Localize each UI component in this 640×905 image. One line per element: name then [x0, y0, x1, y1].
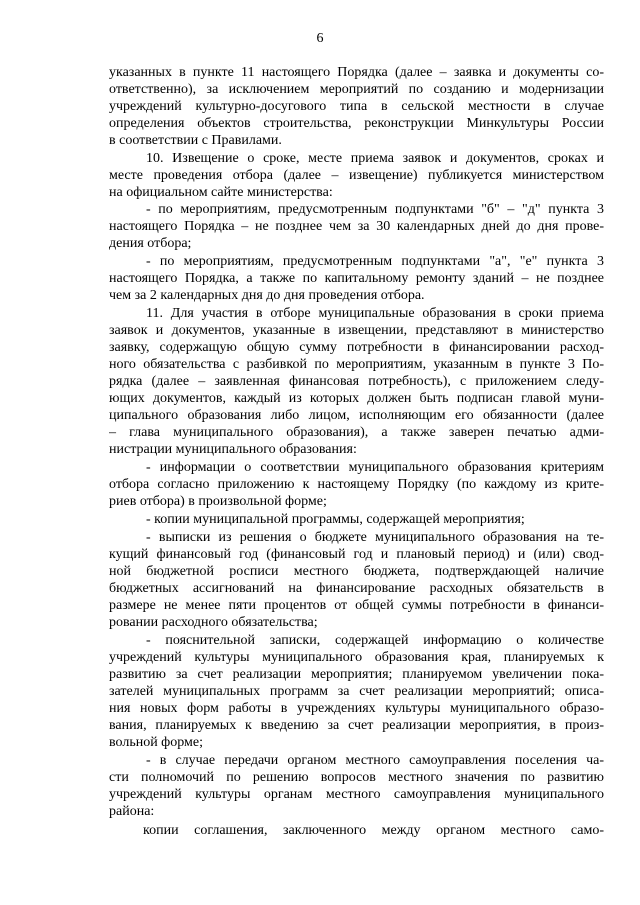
- text-line: указанных в пункте 11 настоящего Порядка (далее – заявка и документы со-: [109, 65, 604, 80]
- text-line: зателей муниципальных программ за счет реализации мероприятий; описа-: [109, 684, 604, 699]
- text-line: учреждений культурно-досугового типа в сельской местности в случае: [109, 99, 604, 114]
- text-line: на официальном сайте министерства:: [109, 185, 333, 200]
- page-number: 6: [316, 31, 324, 46]
- text-line: настоящего Порядка, а также по капитальному ремонту зданий – не позднее: [109, 271, 604, 286]
- text-line: сти полномочий по решению вопросов местного значения по развитию: [109, 770, 604, 785]
- text-line: вания, планируемых к введению за счет реализации мероприятия, в произ-: [109, 718, 604, 733]
- text-line: заявку, содержащую общую сумму потребности в финансировании расход-: [109, 340, 604, 355]
- text-line: нистрации муниципального образования:: [109, 442, 357, 457]
- text-line: ровании расходного обязательства;: [109, 615, 318, 630]
- text-line: - пояснительной записки, содержащей информацию о количестве: [146, 633, 604, 648]
- text-line: риев отбора) в произвольной форме;: [109, 494, 327, 509]
- text-line: развитию за счет реализации мероприятия; планируемом увеличении пока-: [109, 667, 604, 682]
- text-line: рядка (далее – заявленная финансовая потребность), с приложением следу-: [109, 374, 604, 389]
- text-line: копии соглашения, заключенного между органом местного само-: [143, 823, 604, 838]
- text-line: отбора согласно приложению к настоящему Порядку (по каждому из крите-: [109, 477, 604, 492]
- text-line: дения отбора;: [109, 236, 192, 251]
- text-line: учреждений культуры муниципального образования края, планируемых к: [109, 650, 604, 665]
- text-line: 11. Для участия в отборе муниципальные образования в сроки приема: [146, 306, 604, 321]
- text-line: - по мероприятиям, предусмотренным подпунктами "б" – "д" пункта 3: [146, 202, 604, 217]
- text-line: ной бюджетной росписи местного бюджета, подтверждающей наличие: [109, 564, 604, 579]
- text-line: месте проведения отбора (далее – извещение) публикуется министерством: [109, 168, 604, 183]
- text-line: кущий финансовый год (финансовый год и плановый период) и (или) свод-: [109, 547, 604, 562]
- text-line: заявок и документов, указанные в извещении, представляют в министерство: [109, 323, 604, 338]
- text-line: ного обязательства с разбивкой по мероприятиям, указанным в пункте 3 По-: [109, 357, 604, 372]
- text-line: - по мероприятиям, предусмотренным подпунктами "а", "е" пункта 3: [146, 254, 604, 269]
- text-line: учреждений культуры органам местного самоуправления муниципального: [109, 787, 604, 802]
- text-line: – глава муниципального образования), а также заверен печатью адми-: [109, 425, 604, 440]
- text-line: размере не менее пяти процентов от общей суммы потребности в финанси-: [109, 598, 604, 613]
- text-line: настоящего Порядка – не позднее чем за 30 календарных дней до дня прове-: [109, 219, 604, 234]
- text-line: в соответствии с Правилами.: [109, 133, 282, 148]
- text-line: ющих документов, каждый из которых должен быть подписан главой муни-: [109, 391, 604, 406]
- text-line: бюджетных ассигнований на финансирование расходных обязательств в: [109, 581, 604, 596]
- text-line: ответственно), за исключением мероприятий по созданию и модернизации: [109, 82, 604, 97]
- text-line: - выписки из решения о бюджете муниципального образования на те-: [146, 530, 604, 545]
- text-line: определения объектов строительства, реконструкции Минкультуры России: [109, 116, 604, 131]
- text-line: района:: [109, 804, 155, 819]
- text-line: 10. Извещение о сроке, месте приема заявок и документов, сроках и: [146, 151, 604, 166]
- text-line: - информации о соответствии муниципального образования критериям: [146, 460, 604, 475]
- text-line: ния новых форм работы в учреждениях культуры муниципального образо-: [109, 701, 604, 716]
- text-line: чем за 2 календарных дня до дня проведения отбора.: [109, 288, 425, 303]
- text-line: - копии муниципальной программы, содержащей мероприятия;: [146, 512, 525, 527]
- text-line: - в случае передачи органом местного самоуправления поселения ча-: [146, 753, 604, 768]
- text-line: ципального образования либо лицом, исполняющим его обязанности (далее: [109, 408, 604, 423]
- text-line: вольной форме;: [109, 735, 204, 750]
